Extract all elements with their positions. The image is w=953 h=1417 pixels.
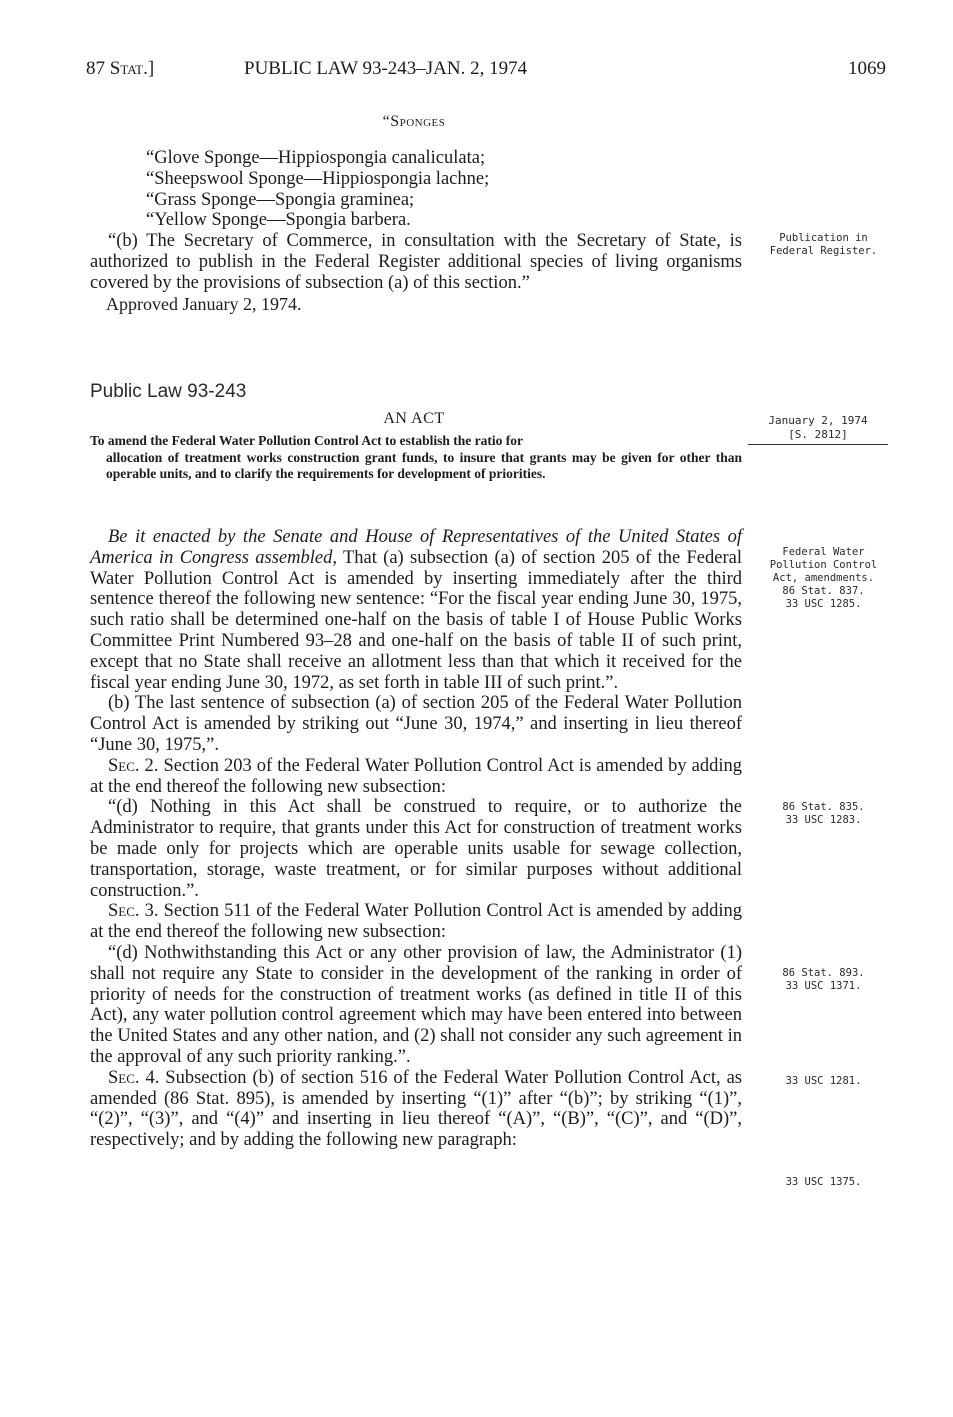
enactment-date-note bbox=[748, 414, 888, 445]
subsection-b-paragraph: “(b) The Secretary of Commerce, in consultation with the Secretary of State, is authorized to publish in the Federal Register additional species of living organisms covered by the provisions of subsection (a) of this section.” bbox=[90, 231, 742, 293]
species-item: “Grass Sponge—Spongia graminea; bbox=[146, 189, 415, 210]
section-2-text: Section 203 of the Federal Water Pollution Control Act is amended by adding at the end thereof the following new subsection: bbox=[90, 755, 742, 797]
margin-note-sec3 bbox=[756, 967, 891, 993]
header-bracket: ] bbox=[147, 58, 155, 79]
margin-note-usc1281 bbox=[756, 1075, 891, 1088]
header-volume: 87 bbox=[86, 58, 105, 79]
margin-note-line: 33 USC 1285. bbox=[785, 598, 862, 610]
header-stat-label: Stat. bbox=[109, 58, 148, 79]
margin-note-line: 33 USC 1375. bbox=[785, 1176, 862, 1188]
margin-note-line: 33 USC 1283. bbox=[785, 814, 862, 826]
section-2-label: Sec. 2. bbox=[108, 755, 159, 776]
margin-note-line: Pollution Control bbox=[769, 559, 878, 571]
enacting-clause: Be it enacted by the Senate and House of Representatives of the United States of America in Congress assembled, bbox=[90, 527, 742, 568]
margin-note-sec2 bbox=[756, 801, 891, 827]
margin-note-usc1375 bbox=[756, 1176, 891, 1189]
section-3-paragraph bbox=[90, 901, 742, 943]
approved-line: Approved January 2, 1974. bbox=[106, 293, 302, 314]
species-item: “Yellow Sponge—Spongia barbera. bbox=[146, 210, 411, 231]
purpose-first-line: To amend the Federal Water Pollution Control Act to establish the ratio for bbox=[90, 433, 523, 448]
species-item: “Glove Sponge—Hippiospongia canaliculata; bbox=[146, 148, 486, 168]
header-title: PUBLIC LAW 93-243–JAN. 2, 1974 bbox=[244, 58, 528, 79]
section-1b-paragraph: (b) The last sentence of subsection (a) of section 205 of the Federal Water Pollution Control Act is amended by striking out “June 30, 1974,” and inserting in lieu thereof “June 30, 1975,”. bbox=[90, 693, 742, 755]
margin-note-line: Federal Register. bbox=[769, 245, 878, 257]
margin-note-line: 86 Stat. 837. bbox=[782, 585, 865, 597]
margin-note-line: 33 USC 1281. bbox=[785, 1075, 862, 1087]
purpose-continuation: allocation of treatment works construction grant funds, to insure that grants may be given for other than operable units, and to clarify the requirements for development of priorities. bbox=[106, 449, 742, 481]
margin-note-line: Federal Water bbox=[782, 546, 865, 558]
section-3d-paragraph: “(d) Nothwithstanding this Act or any other provision of law, the Administrator (1) shall not require any State to consider in the development of the ranking in order of priority of needs for the construction of treatment works (as defined in title II of this Act), any water pollution control agreement which may have been entered into between the United States and any other nation, and (2) shall not consider any such agreement in the approval of any such priority ranking.”. bbox=[90, 942, 742, 1067]
species-item: “Sheepswool Sponge—Hippiospongia lachne; bbox=[146, 168, 490, 189]
sponges-block bbox=[90, 148, 742, 314]
section-1a-paragraph bbox=[90, 527, 742, 693]
margin-note-federal-water bbox=[756, 546, 891, 611]
sponges-heading-text: Sponges bbox=[390, 113, 446, 130]
act-purpose bbox=[90, 433, 742, 483]
enactment-date: January 2, 1974 bbox=[768, 414, 868, 427]
margin-note-line: Publication in bbox=[779, 232, 868, 244]
section-2d-paragraph: “(d) Nothing in this Act shall be construed to require, or to authorize the Administrator to require, that grants under this Act for construction of treatment works be made only for projects which are operable units usable for sewage collection, transportation, storage, waste treatment, or for similar purposes without additional construction.”. bbox=[90, 797, 742, 901]
margin-note-line: 33 USC 1371. bbox=[785, 980, 862, 992]
section-4-label: Sec. 4. bbox=[108, 1067, 160, 1088]
bill-number: [S. 2812] bbox=[748, 428, 888, 445]
section-4-text: Subsection (b) of section 516 of the Federal Water Pollution Control Act, as amended (86 Stat. 895), is amended by inserting “(1)” after “(b)”; by striking “(1)”, “(2)”, “(3)”, and “(4)” and inserting in lieu thereof “(A)”, “(B)”, “(C)”, and “(D)”, respectively; and by adding the following new paragraph: bbox=[90, 1067, 743, 1151]
an-act-heading: AN ACT bbox=[383, 410, 445, 427]
section-4-paragraph bbox=[90, 1068, 742, 1151]
sponges-heading-quote: “ bbox=[382, 113, 391, 130]
section-2-paragraph bbox=[90, 756, 742, 798]
section-3-text: Section 511 of the Federal Water Pollution Control Act is amended by adding at the end thereof the following new subsection: bbox=[90, 901, 742, 943]
sponges-heading bbox=[88, 113, 740, 131]
page-number: 1069 bbox=[848, 58, 886, 79]
margin-note-line: 86 Stat. 835. bbox=[782, 801, 865, 813]
margin-note-line: Act, amendments. bbox=[772, 572, 875, 584]
margin-note-publication bbox=[756, 232, 891, 258]
act-body bbox=[90, 527, 742, 1151]
running-header bbox=[86, 58, 886, 84]
public-law-title: Public Law 93-243 bbox=[90, 381, 247, 402]
section-1a-text: That (a) subsection (a) of section 205 of the Federal Water Pollution Control Act is amended by inserting immediately after the third sentence thereof the following new sentence: “For the fiscal year ending June 30, 1975, such ratio shall be determined one-half on the basis of table I of House Public Works Committee Print Numbered 93–28 and one-half on the basis of table II of such print, except that no State shall receive an allotment less than that which it received for the fiscal year ending June 30, 1972, as set forth in table III of such print.”. bbox=[90, 547, 742, 693]
section-3-label: Sec. 3. bbox=[108, 901, 159, 922]
margin-note-line: 86 Stat. 893. bbox=[782, 967, 865, 979]
header-citation bbox=[86, 58, 154, 80]
